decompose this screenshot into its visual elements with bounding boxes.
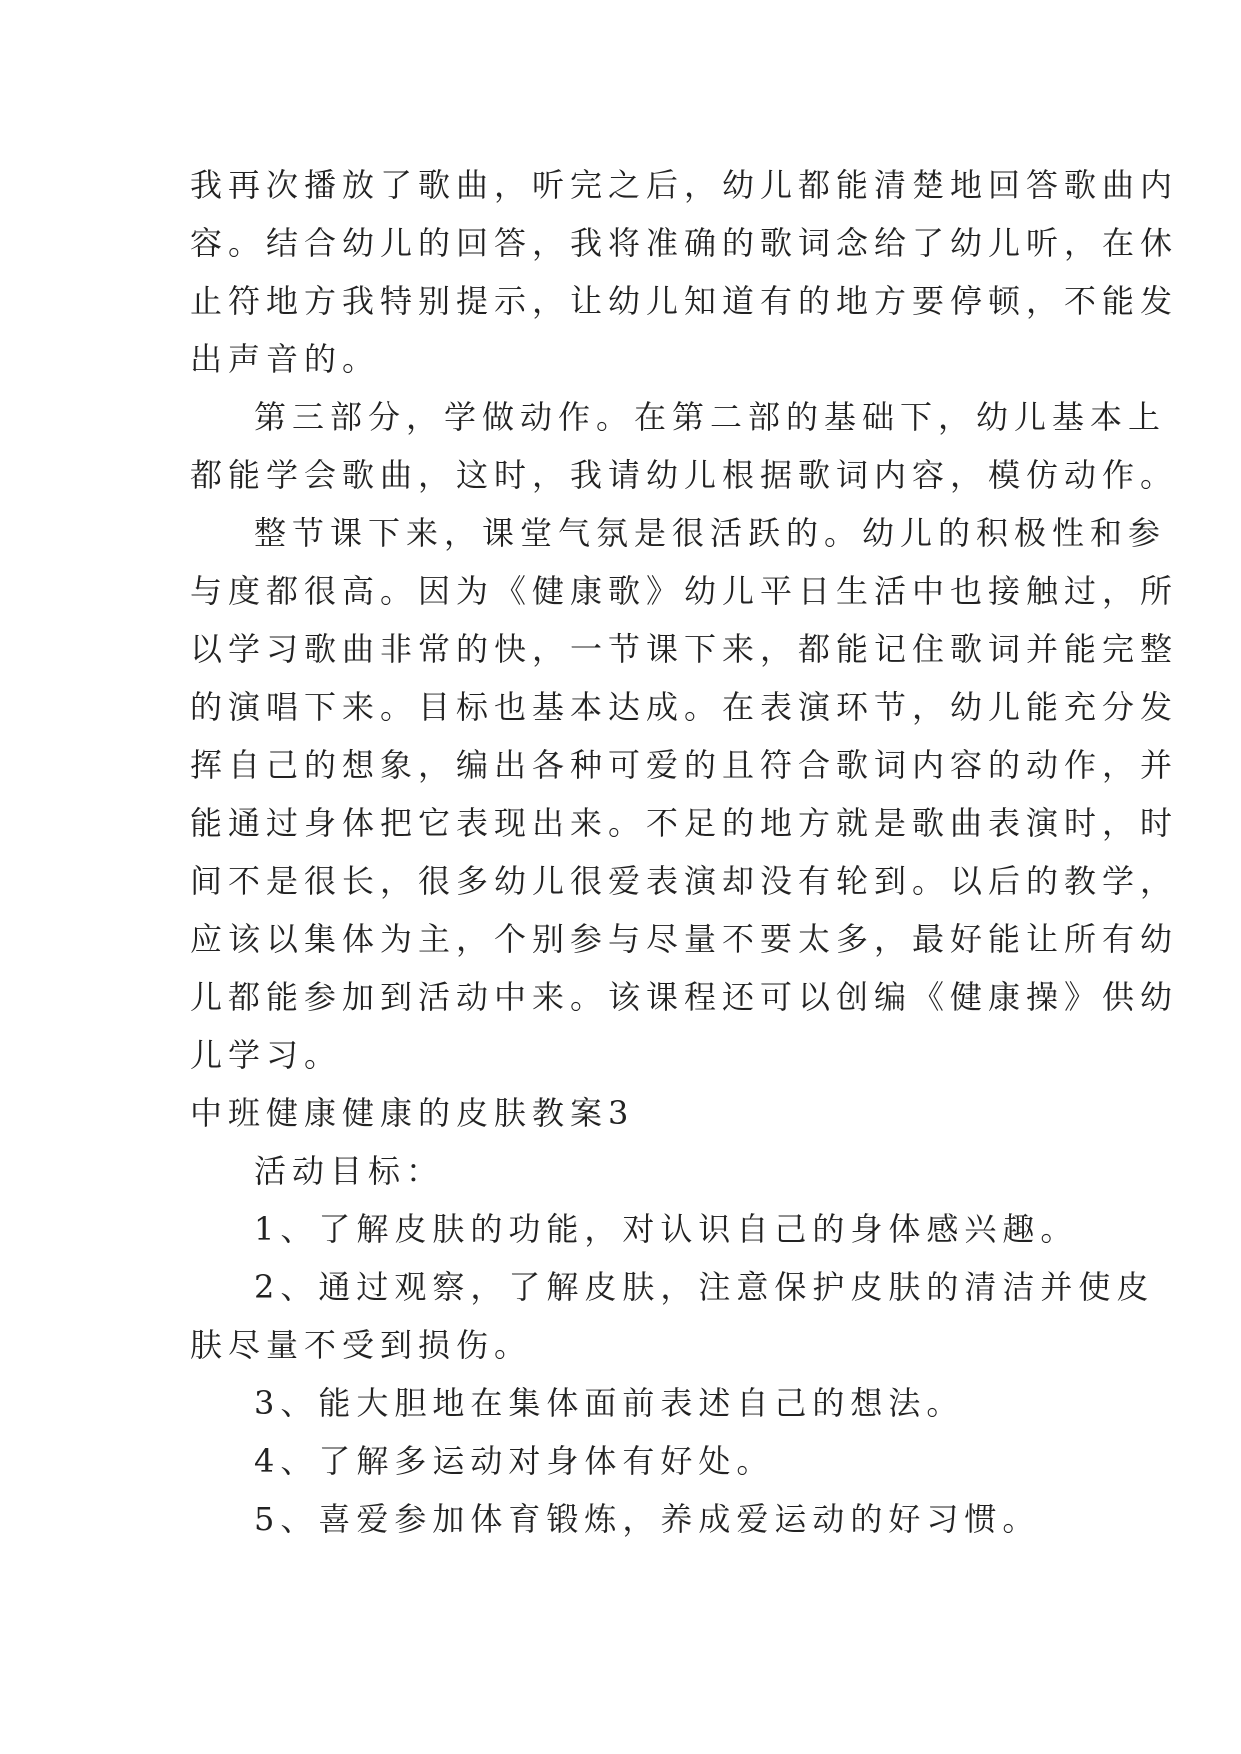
goal-item-continuation: 肤尽量不受到损伤。 <box>190 1326 533 1364</box>
paragraph-line: 挥自己的想象，编出各种可爱的且符合歌词内容的动作，并 <box>190 746 1179 784</box>
document-page <box>190 156 1179 1548</box>
paragraph-line: 儿学习。 <box>190 1036 343 1074</box>
paragraph-line: 与度都很高。因为《健康歌》幼儿平日生活中也接触过，所 <box>190 572 1179 610</box>
paragraph-line: 都能学会歌曲，这时，我请幼儿根据歌词内容，模仿动作。 <box>190 456 1179 494</box>
paragraph-line: 第三部分，学做动作。在第二部的基础下，幼儿基本上 <box>254 398 1167 436</box>
paragraph-line: 儿都能参加到活动中来。该课程还可以创编《健康操》供幼 <box>190 978 1179 1016</box>
paragraph-line: 间不是很长，很多幼儿很爱表演却没有轮到。以后的教学， <box>190 862 1179 900</box>
goal-item: 2、通过观察，了解皮肤，注意保护皮肤的清洁并使皮 <box>254 1268 1155 1306</box>
paragraph-line: 的演唱下来。目标也基本达成。在表演环节，幼儿能充分发 <box>190 688 1179 726</box>
paragraph-line: 以学习歌曲非常的快，一节课下来，都能记住歌词并能完整 <box>190 630 1179 668</box>
paragraph-line: 整节课下来，课堂气氛是很活跃的。幼儿的积极性和参 <box>254 514 1167 552</box>
goal-item: 1、了解皮肤的功能，对认识自己的身体感兴趣。 <box>254 1210 1079 1248</box>
paragraph-line: 我再次播放了歌曲，听完之后，幼儿都能清楚地回答歌曲内 <box>190 166 1179 204</box>
goal-item: 3、能大胆地在集体面前表述自己的想法。 <box>254 1384 965 1422</box>
paragraph-line: 止符地方我特别提示，让幼儿知道有的地方要停顿，不能发 <box>190 282 1179 320</box>
goal-item: 5、喜爱参加体育锻炼，养成爱运动的好习惯。 <box>254 1500 1041 1538</box>
goal-item: 4、了解多运动对身体有好处。 <box>254 1442 775 1480</box>
paragraph-line: 容。结合幼儿的回答，我将准确的歌词念给了幼儿听，在休 <box>190 224 1179 262</box>
paragraph-line: 出声音的。 <box>190 340 381 378</box>
paragraph-line: 应该以集体为主，个别参与尽量不要太多，最好能让所有幼 <box>190 920 1179 958</box>
section-title: 中班健康健康的皮肤教案3 <box>190 1094 635 1132</box>
paragraph-line: 能通过身体把它表现出来。不足的地方就是歌曲表演时，时 <box>190 804 1179 842</box>
goals-heading: 活动目标： <box>254 1152 445 1190</box>
